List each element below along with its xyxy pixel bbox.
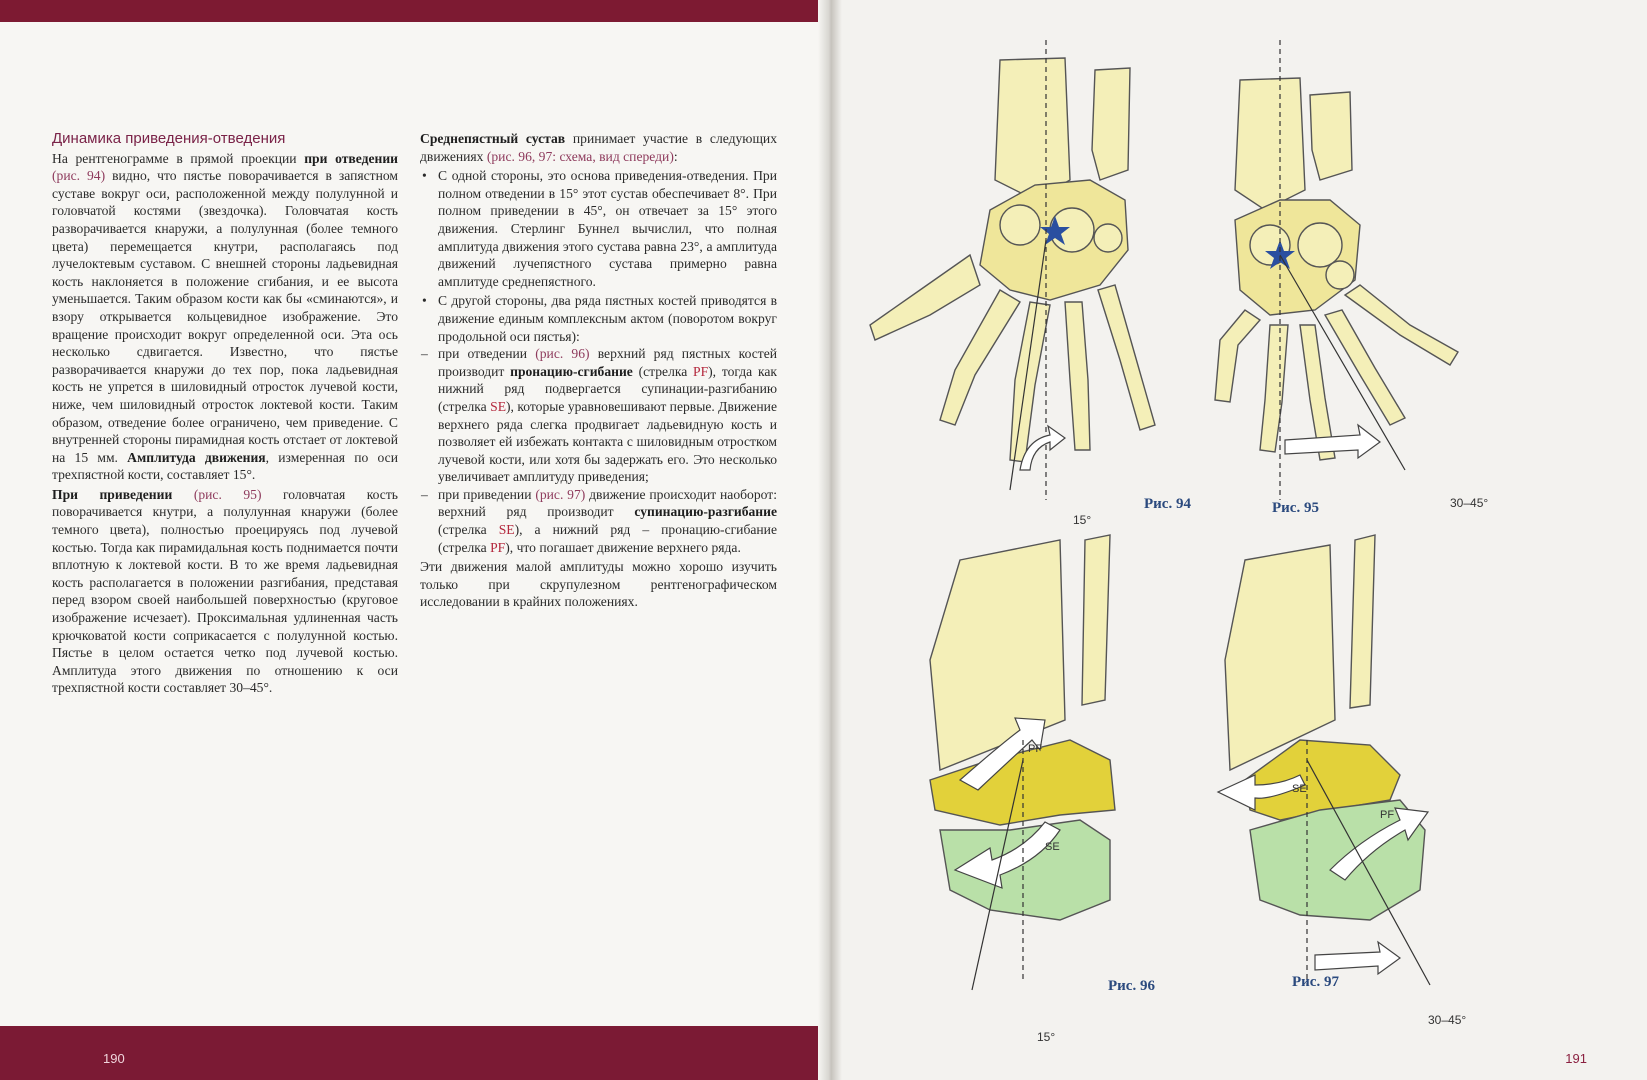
figure-reference[interactable]: (рис. 95): [193, 486, 262, 502]
pf-label: PF: [1380, 809, 1395, 821]
figure-97-caption: Рис. 97: [1292, 974, 1339, 990]
figure-94-hand: [870, 58, 1155, 462]
text-column-2: [420, 130, 777, 613]
radius-bone: [930, 540, 1065, 770]
bold-term: Среднепястный сустав: [420, 131, 566, 146]
text-run: На рентгенограмме в прямой проекции: [52, 150, 305, 166]
left-page: [0, 22, 830, 1080]
figure-95-caption: Рис. 95: [1272, 500, 1319, 516]
se-label: SE: [1292, 783, 1307, 795]
bold-term: При приведении: [52, 486, 173, 502]
bold-term: Амплитуда движения: [127, 449, 266, 465]
arrow-label: PF: [490, 539, 506, 555]
figure-95-angle: 30–45°: [1450, 496, 1489, 510]
bullet-item: [438, 292, 777, 556]
figure-97-angle: 30–45°: [1428, 1013, 1467, 1027]
dash-list: [420, 345, 777, 556]
ulna-bone: [1310, 92, 1352, 180]
radius-bone: [1225, 545, 1335, 770]
figure-reference[interactable]: (рис. 97): [535, 486, 586, 502]
text-run: головчатая кость поворачивается кнутри, а полулунная кнаружи (более темного цвета), полностью проецируясь под лучевой костью. Тогда как пирамидальная кость поднимается почти вплотную к локтевой кости. В то же время ладьевидная кость располагается в положении разгибания, представая перед взором своей наибольшей поверхностью (круговое изображение исчезает). Проксимальная удлиненная часть крючковатой кости соприкасается с полулунной костью. Пястье в целом остается четко под лучевой костью. Амплитуда этого движения по отношению к оси трехпястной кости составляет 30–45°.: [52, 486, 398, 696]
book-gutter: [818, 0, 842, 1080]
text-run: (стрелка: [632, 363, 694, 379]
finger-bone: [1260, 325, 1288, 452]
figure-94-caption: Рис. 94: [1144, 496, 1191, 512]
ulna-bone: [1350, 535, 1375, 708]
text-run: :: [673, 148, 678, 164]
figure-reference[interactable]: (рис. 96, 97: схема, вид спереди): [486, 148, 674, 164]
text-run: ), тогда как нижний ряд подвергается супинации-разгибанию (стрелка: [438, 363, 777, 414]
ulna-bone: [1082, 535, 1110, 705]
ulna-bone: [1092, 68, 1130, 180]
text-run: ), что погашает движение верхнего ряда.: [505, 539, 741, 555]
arrow-label: SE: [490, 398, 507, 414]
figures-illustration: [860, 40, 1620, 1030]
figure-95-hand: [1215, 78, 1458, 460]
bold-term: при отведении: [304, 150, 398, 166]
figure-96-caption: Рис. 96: [1108, 978, 1155, 994]
dash-item: [438, 486, 777, 556]
radius-bone: [995, 58, 1070, 200]
bullet-item: • С одной стороны, это основа приведения-отведения. При полном отведении в 15° этот сустав обеспечивает 8°. При полном приведении в 45°, он отвечает за 15° этого движения. Стерлинг Буннел вычислил, что полная амплитуда движения этого сустава равна 23°, а амплитуда движений лучепястного сустава примерно равна амплитуде среднепястного.: [438, 167, 777, 290]
section-heading: Динамика приведения-отведения: [52, 130, 286, 147]
text-run: С другой стороны, два ряда пястных костей приводятся в движение единым комплексным актом (поворотом вокруг продольной оси пястья):: [438, 293, 777, 344]
finger-bone: [1065, 302, 1090, 450]
text-run: ), которые уравновешивают первые. Движение верхнего ряда слегка продвигает ладьевидную кость и позволяет ей избежать контакта с шиловидным отростком лучевой кости, или хотя бы задержать его. Это несколько увеличивает амплитуду приведения;: [438, 398, 777, 485]
page-number-left: 190: [103, 1051, 125, 1066]
radius-bone: [1235, 78, 1305, 210]
text-run: ), а нижний ряд – пронацию-сгибание (стрелка: [438, 522, 777, 555]
dash-item: [438, 345, 777, 486]
figure-94-angle: 15°: [1073, 513, 1092, 527]
bold-term: пронацию-сгибание: [510, 363, 633, 379]
motion-arrow: [1315, 942, 1400, 974]
thumb-bone: [1215, 310, 1260, 402]
arrow-label: SE: [498, 522, 515, 538]
pf-label: PF: [1028, 743, 1043, 755]
arrow-label: PF: [693, 363, 709, 379]
paragraph-abduction: [52, 150, 398, 484]
thumb-bone: [870, 255, 980, 340]
text-run: , измеренная по оси трехпястной кости, составляет 15°.: [52, 449, 398, 483]
page-number-right: 191: [1565, 1051, 1587, 1066]
text-run: видно, что пястье поворачивается в запястном суставе вокруг оси, расположенной между полулунной и головчатой костями (звездочка). Головчатая кость разворачивается кнаружи, а полулунная (более темного цвета) перемещается кнутри, располагаясь под лучелоктевым суставом. С внешней стороны ладьевидная кость наклоняется в положение сгибания, и ее высота уменьшается. Таким образом кости как бы «сминаются», и взору открывается кольцевидное изображение. Это вращение происходит вокруг определенной оси. Эта ось несколько сдвигается. Известно, что пястье разворачивается кнаружи до тех пор, пока ладьевидная кость не упрется в шиловидный отросток лучевой кости, ниже, чем шиловидный отросток локтевой кости. Таким образом, отведение более ограничено, чем приведение. С внутренней стороны пирамидная кость отстает от локтевой на 15 мм.: [52, 168, 398, 465]
figure-96-angle: 15°: [1037, 1030, 1056, 1044]
figure-reference[interactable]: (рис. 96): [535, 346, 590, 362]
bold-term: супинацию-разгибание: [634, 504, 777, 520]
text-run: движение происходит наоборот: верхний ряд производит: [438, 486, 777, 520]
text-run: при приведении: [438, 486, 536, 502]
paragraph-conclusion: Эти движения малой амплитуды можно хорошо изучить только при скрупулезном рентгенографическом исследовании в крайних положениях.: [420, 559, 777, 610]
finger-bone: [1098, 285, 1155, 430]
figure-97-diagram: [1225, 535, 1425, 920]
text-column-1: [52, 130, 398, 699]
paragraph-adduction: [52, 486, 398, 697]
text-run: (стрелка: [438, 522, 499, 538]
bullet-list: [420, 167, 777, 556]
text-run: при отведении: [438, 346, 536, 362]
paragraph-midcarpal-intro: [420, 130, 777, 165]
finger-bone: [940, 290, 1020, 425]
se-label: SE: [1045, 841, 1060, 853]
text-run: принимает участие в следующих движениях: [420, 131, 777, 164]
text-run: верхний ряд пястных костей производит: [438, 346, 778, 379]
figure-reference[interactable]: (рис. 94): [52, 168, 106, 184]
